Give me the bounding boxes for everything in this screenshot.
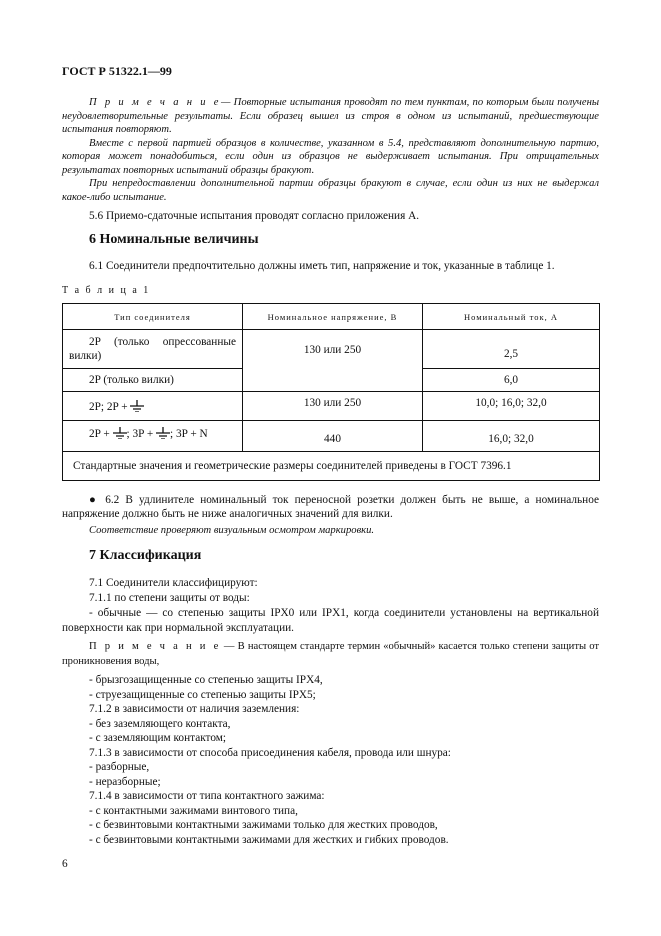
para-6-2-check: Соответствие проверяют визуальным осмотром маркировки. <box>89 525 375 536</box>
notes-block <box>62 96 599 223</box>
text-line: - с безвинтовыми контактными зажимами для жестких и гибких проводов. <box>89 833 449 846</box>
ground-symbol-icon <box>156 427 170 439</box>
type-text: ; 3P + N <box>170 428 208 440</box>
type-text: ; 3P + <box>126 428 154 440</box>
type-text: 2P; 2P + <box>89 400 128 413</box>
cell-type: 2P (только вилки) <box>63 369 243 392</box>
text-line: - с контактными зажимами винтового типа, <box>89 804 298 817</box>
section-7-heading: 7 Классификация <box>89 548 202 563</box>
text-line: - с заземляющим контактом; <box>89 732 227 744</box>
text-line: - брызгозащищенные со степенью защиты IPX4, <box>89 674 323 686</box>
document-header: ГОСТ Р 51322.1—99 <box>62 64 172 78</box>
cell-current: 2,5 <box>423 330 600 369</box>
table-row <box>63 392 600 421</box>
table-footer-row <box>63 452 600 481</box>
note-label: П р и м е ч а н и е <box>89 641 221 652</box>
para-reject: При непредоставлении дополнительной партии образцы бракуют в случае, если один из них не выдержал какое-либо испытание. <box>62 178 599 203</box>
cell-voltage: 440 <box>243 421 423 452</box>
text-line: 7.1.3 в зависимости от способа присоединения кабеля, провода или шнура: <box>89 746 451 759</box>
cell-type <box>63 421 243 452</box>
text-line: - разборные, <box>89 761 150 773</box>
text-line: 7.1.4 в зависимости от типа контактного зажима: <box>89 790 325 802</box>
note-ordinary <box>62 639 599 669</box>
header-voltage: Номинальное напряжение, В <box>243 304 423 330</box>
cell-current: 6,0 <box>423 369 600 392</box>
section-6-heading: 6 Номинальные величины <box>89 232 259 247</box>
header-type: Тип соединителя <box>63 304 243 330</box>
table-caption: Т а б л и ц а 1 <box>62 285 151 296</box>
note-retest <box>62 96 599 137</box>
para-6-1: 6.1 Соединители предпочтительно должны иметь тип, напряжение и ток, указанные в таблице 1. <box>89 260 555 272</box>
ground-symbol-icon <box>113 427 127 439</box>
table-header-row <box>63 304 600 330</box>
para-6-2: ● 6.2 В удлинителе номинальный ток переносной розетки должен быть не выше, а номинальное напряжение должно быть не ниже аналогичных значений для вилки. <box>62 494 599 521</box>
text-line: 7.1 Соединители классифицируют: <box>89 577 258 589</box>
classification-list <box>62 673 599 847</box>
text-line: - с безвинтовыми контактными зажимами только для жестких проводов, <box>89 819 438 831</box>
classification-intro <box>62 576 599 636</box>
text-line: - обычные — со степенью защиты IPX0 или IPX1, когда соединители установлены на вертикальной поверхности как при нормальной эксплуатации. <box>62 607 599 634</box>
cell-voltage: 130 или 250 <box>243 392 423 421</box>
note-text: — В настоящем стандарте термин «обычный» касается только степени защиты от проникновения воды, <box>62 641 599 667</box>
text-line: - неразборные; <box>89 775 161 788</box>
para-batch: Вместе с первой партией образцов в количестве, указанном в 5.4, представляют дополнительную партию, которая может понадобиться, если один из образцов не выдерживает испытания. При отрицательных результатах повторных испытаний образцы бракуют. <box>62 137 599 176</box>
type-text: 2P + <box>89 428 110 440</box>
table-1 <box>62 303 600 481</box>
header-current: Номинальный ток, А <box>423 304 600 330</box>
text-line: 7.1.2 в зависимости от наличия заземления: <box>89 703 300 715</box>
text-line: - струезащищенные со степенью защиты IPX5; <box>89 688 316 701</box>
cell-type <box>63 392 243 421</box>
table-row <box>63 330 600 369</box>
note-label: П р и м е ч а н и е <box>89 97 222 108</box>
page-number: 6 <box>62 858 68 870</box>
text-line: - без заземляющего контакта, <box>89 717 231 730</box>
cell-current: 16,0; 32,0 <box>423 421 600 452</box>
text-line: 7.1.1 по степени защиты от воды: <box>89 592 250 604</box>
table-row <box>63 421 600 452</box>
ground-symbol-icon <box>130 400 144 412</box>
cell-voltage: 130 или 250 <box>243 330 423 392</box>
cell-current: 10,0; 16,0; 32,0 <box>423 392 600 421</box>
para-5-6: 5.6 Приемо-сдаточные испытания проводят согласно приложения А. <box>89 210 420 222</box>
table-footer: Стандартные значения и геометрические размеры соединителей приведены в ГОСТ 7396.1 <box>63 452 600 481</box>
note-text: — Повторные испытания проводят по тем пунктам, по которым были получены неудовлетворительные результаты. Если образец вышел из строя в одном из испытаний, предшествующие испытания повторяют. <box>62 97 599 135</box>
cell-type: 2P (только опрессованные вилки) <box>63 330 243 369</box>
